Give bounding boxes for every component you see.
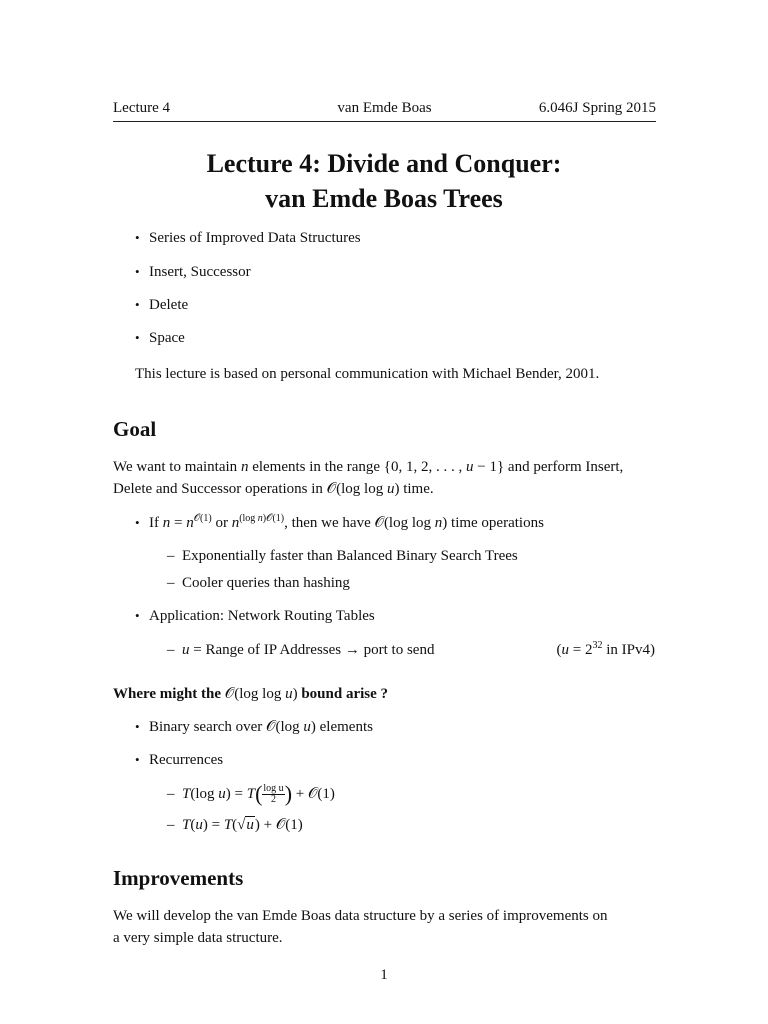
goal-sub-item: – Exponentially faster than Balanced Binary Search Trees xyxy=(167,548,518,564)
outline-item: • Space xyxy=(135,330,185,346)
goal-bullet-application: • Application: Network Routing Tables xyxy=(135,608,375,624)
title-line-1: Lecture 4: Divide and Conquer: xyxy=(206,149,562,178)
bound-bullet-recurrences: • Recurrences xyxy=(135,752,224,768)
improvements-line-2: a very simple data structure. xyxy=(113,930,283,946)
title-line-2: van Emde Boas Trees xyxy=(265,184,503,213)
goal-sub-item: – Cooler queries than hashing xyxy=(167,575,350,591)
goal-intro-line-1: We want to maintain n elements in the range {0, 1, 2, . . . , u − 1} and perform Insert, xyxy=(113,459,624,475)
bound-heading: Where might the 𝒪(log log u) bound arise ? xyxy=(113,686,389,702)
goal-bullet-if: • If $n = n^{𝒪(1)}$ or $n^{(log n)𝒪(1)}$, then we have 𝒪(log log n) time operations xyxy=(135,513,544,531)
goal-intro-line-2: Delete and Successor operations in 𝒪(log log u) time. xyxy=(113,481,434,497)
header-right: 6.046J Spring 2015 xyxy=(538,100,656,116)
outline-item: • Insert, Successor xyxy=(135,264,251,280)
bound-bullet-binary-search: • Binary search over 𝒪(log u) elements xyxy=(135,719,373,735)
recurrence-1: – T(log u) = T( $\frac{\text{log u}}{2}$ ) + 𝒪(1) xyxy=(167,781,335,806)
fraction-log-u-over-2: $\frac{\text{log u}}{2}$ xyxy=(263,783,284,806)
section-heading-goal: Goal xyxy=(113,417,157,441)
improvements-line-1: We will develop the van Emde Boas data structure by a series of improvements on xyxy=(113,908,608,924)
header-center: van Emde Boas xyxy=(337,100,432,116)
goal-sub-item-ip: – u = Range of IP Addresses → port to send xyxy=(167,642,435,658)
credit-note: This lecture is based on personal communication with Michael Bender, 2001. xyxy=(135,366,600,382)
ipv4-note: ($u = 2^{32}$ in IPv4) xyxy=(556,640,655,658)
recurrence-2: – T(u) = T(√u) + 𝒪(1) xyxy=(167,817,303,833)
page-title xyxy=(0,146,768,216)
outline-item: • Delete xyxy=(135,297,189,313)
section-heading-improvements: Improvements xyxy=(113,866,244,890)
running-header xyxy=(113,99,656,122)
outline-item: • Series of Improved Data Structures xyxy=(135,230,361,246)
header-left: Lecture 4 xyxy=(113,100,171,116)
page-number: 1 xyxy=(380,967,388,983)
